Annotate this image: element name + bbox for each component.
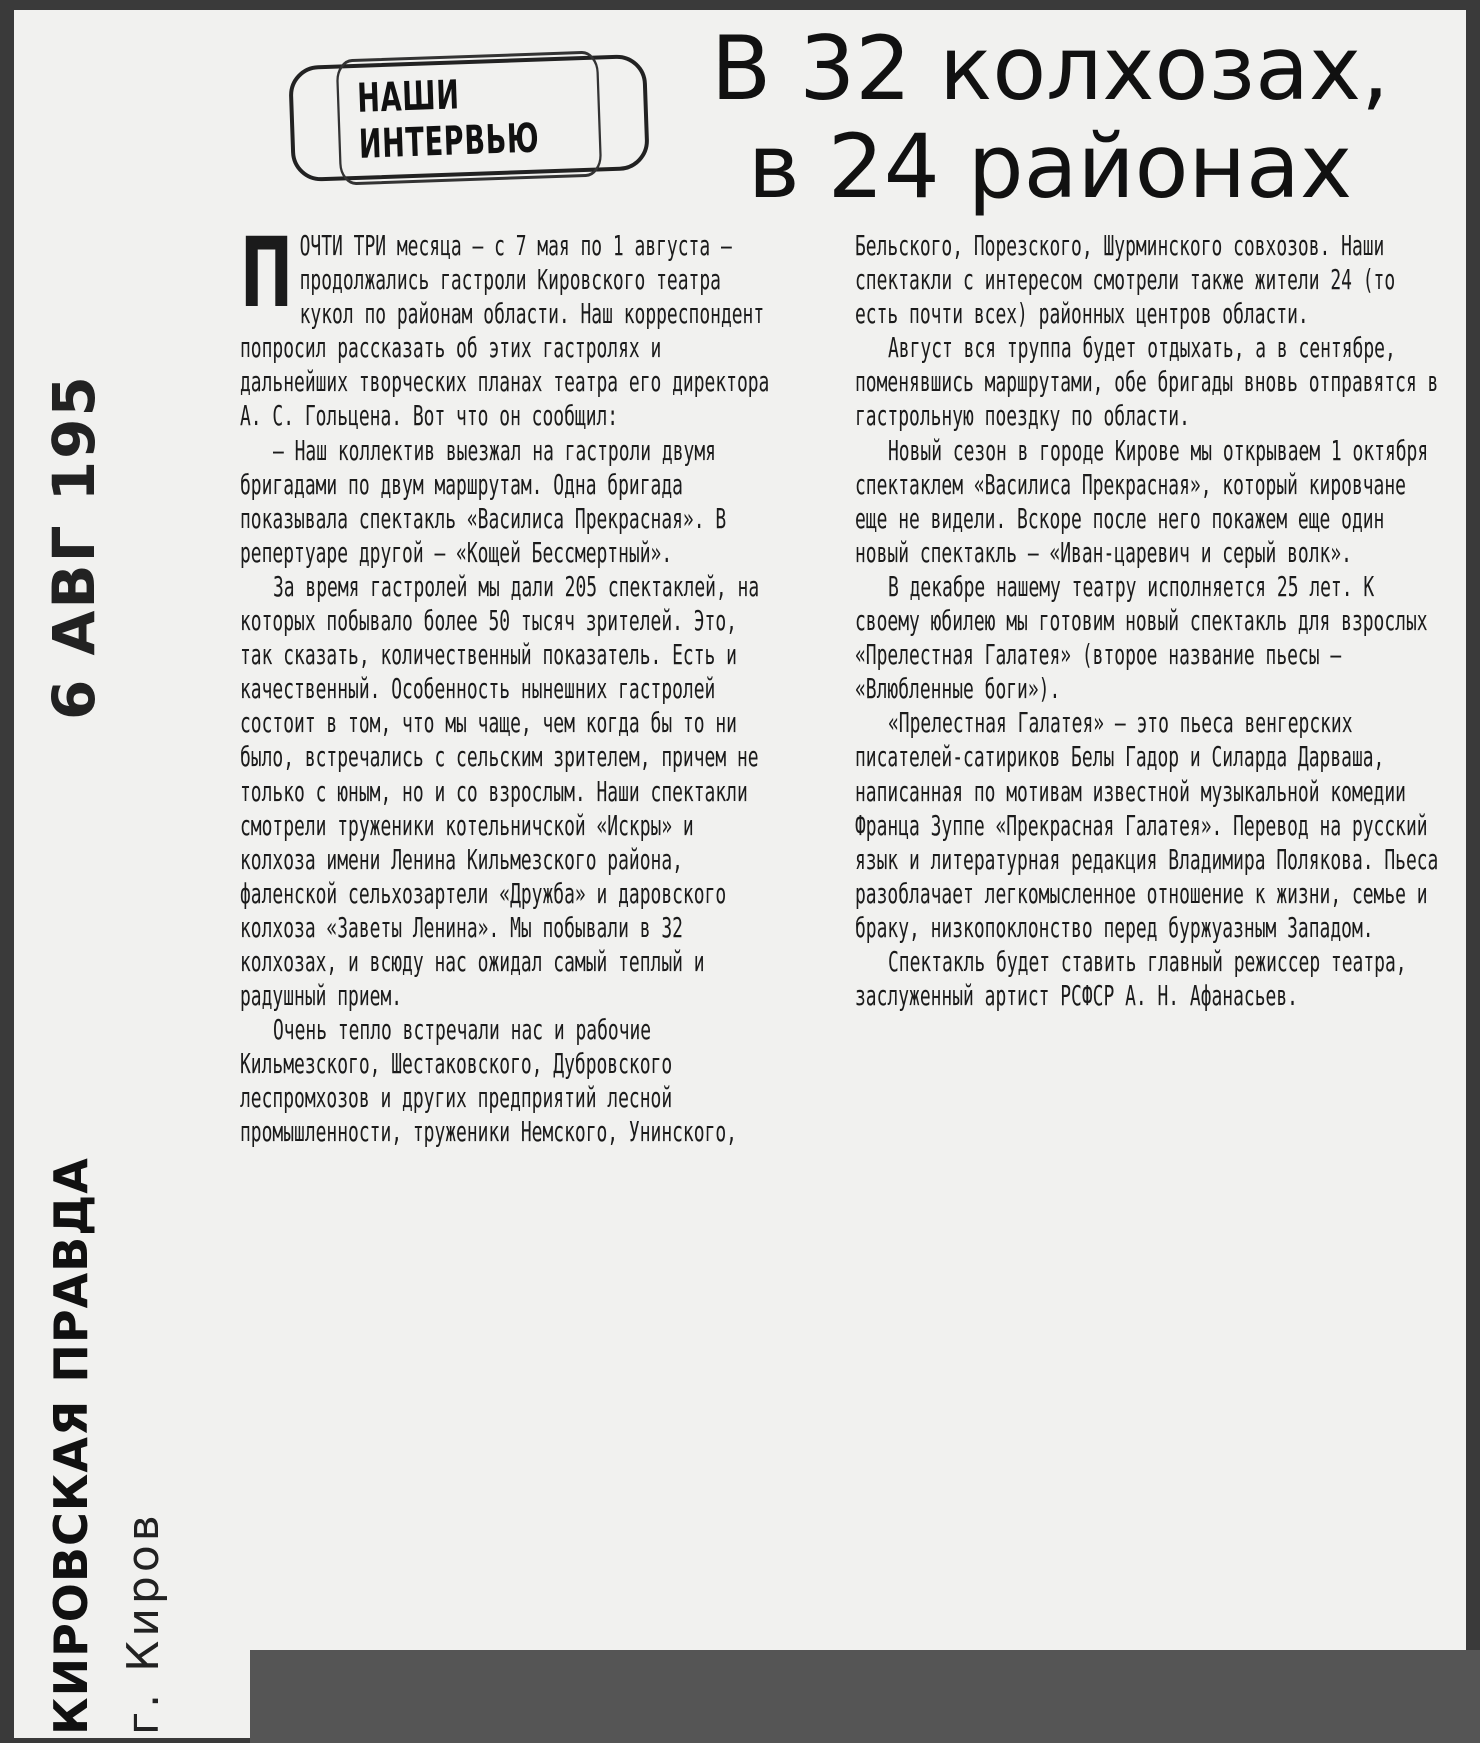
drop-cap: П: [240, 217, 294, 329]
paragraph: Спектакль будет ставить главный режиссер театра, заслуженный артист РСФСР А. Н. Афанасьев.: [855, 946, 1407, 1013]
rubric-label: НАШИ ИНТЕРВЬЮ: [336, 50, 603, 185]
paragraph: Новый сезон в городе Кирове мы открываем 1 октября спектаклем «Василиса Прекрасная», который кировчане еще не видели. Вскоре после него покажем еще один новый спектакль — «Иван-царевич и серый волк».: [855, 435, 1429, 569]
scan-background: [250, 1650, 1480, 1743]
paragraph: Август вся труппа будет отдыхать, а в сентябре, поменявшись маршрутами, обе бригады вновь отправятся в гастрольную поездку по области.: [855, 333, 1439, 433]
paragraph: За время гастролей мы дали 205 спектаклей, на которых побывало более 50 тысяч зрителей. Это, так сказать, количественный показатель. Есть и качественный. Особенность нынешних гастролей состоит в том, что мы чаще, чем когда бы то ни было, встречались с сельским зрителем, причем не только с юным, но и со взрослым. Наши спектакли смотрели труженики котельничской «Искры» и колхоза имени Ленина Кильмезского района, фаленской сельхозартели «Дружба» и даровского колхоза «Заветы Ленина». Мы побывали в 32 колхозах, и всюду нас ожидал самый теплый и радушный прием.: [240, 571, 760, 1013]
paragraph: Бельского, Порезского, Шурминского совхозов. Наши спектакли с интересом смотрели также жители 24 (то есть почти всех) районных центров области.: [855, 231, 1396, 331]
rubric-frame: [288, 54, 650, 182]
paragraph: [240, 217, 775, 435]
clipping-margin: [0, 0, 215, 1743]
headline-line-1: В 32 колхозах,: [710, 17, 1390, 120]
paragraph: В декабре нашему театру исполняется 25 лет. К своему юбилею мы готовим новый спектакль для взрослых «Прелестная Галатея» (второе название пьесы — «Влюбленные боги»).: [855, 571, 1428, 706]
article-headline: [690, 17, 1410, 218]
newspaper-name-stamp: КИРОВСКАЯ ПРАВДА: [44, 1157, 98, 1735]
headline-line-2: в 24 районах: [747, 115, 1353, 218]
article-column-right: [855, 230, 1442, 1014]
date-stamp: 6 АВГ 195: [40, 374, 108, 720]
article-column-left: [240, 217, 775, 1151]
city-stamp: г. Киров: [118, 1511, 169, 1735]
paragraph: Очень тепло встречали нас и рабочие Кильмезского, Шестаковского, Дубровского леспромхозов и других предприятий лесной промышленности, труженики Немского, Унинского,: [240, 1015, 737, 1149]
paragraph: — Наш коллектив выезжал на гастроли двумя бригадами по двум маршрутам. Одна бригада показывала спектакль «Василиса Прекрасная». В репертуаре другой — «Кощей Бессмертный».: [240, 435, 727, 569]
paragraph: «Прелестная Галатея» — это пьеса венгерских писателей-сатириков Белы Гадор и Силарда Дарваша, написанная по мотивам известной музыкальной комедии Франца Зуппе «Прекрасная Галатея». Перевод на русский язык и литературная редакция Владимира Полякова. Пьеса разоблачает легкомысленное отношение к жизни, семье и браку, низкопоклонство перед буржуазным Западом.: [855, 708, 1439, 944]
paragraph-text: ОЧТИ ТРИ месяца — с 7 мая по 1 августа — продолжались гастроли Кировского театра кукол по районам области. Наш корреспондент попросил рассказать об этих гастролях и дальнейших творческих планах театра его директора А. С. Гольцена. Вот что он сообщил:: [240, 231, 770, 433]
